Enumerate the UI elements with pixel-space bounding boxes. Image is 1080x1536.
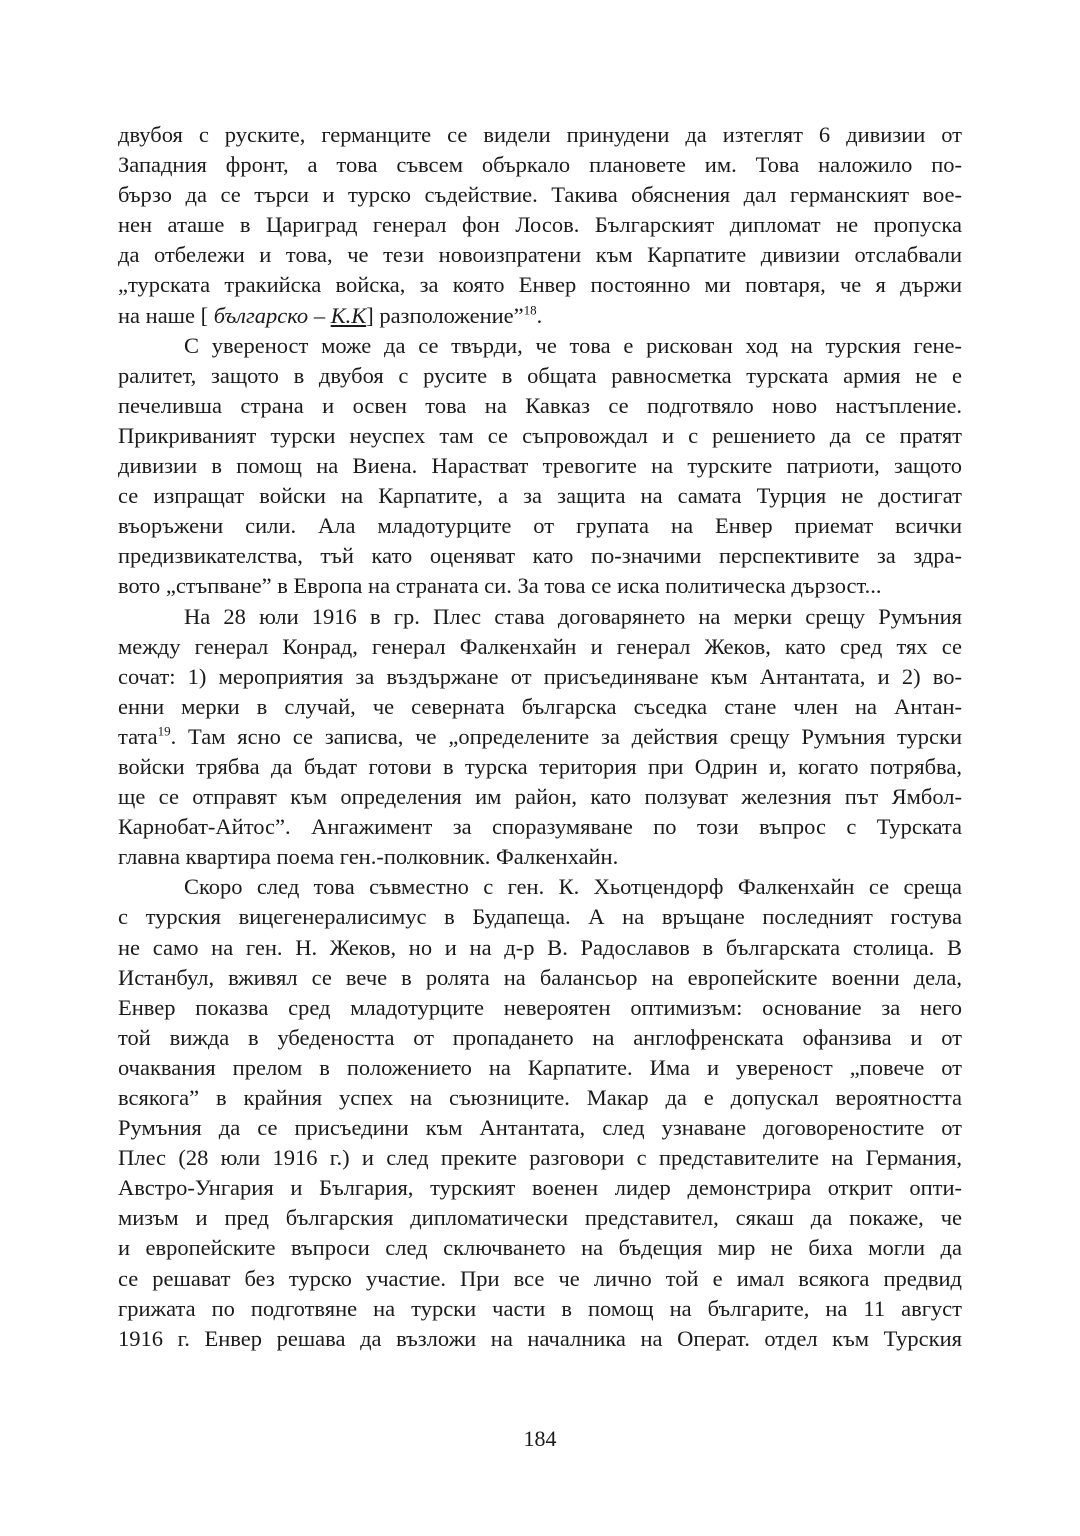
footnote-ref: 18 (523, 302, 537, 318)
text-line: Румъния да се присъедини към Антантата, след узнаване договореностите от (118, 1115, 962, 1141)
text-line: Истанбул, вживял се вече в ролята на балансьор на европейските военни дела, (118, 964, 962, 990)
text-line: печеливша страна и освен това на Кавказ се подготвяло ново настъпление. (118, 392, 962, 418)
text-run: . Там ясно се записва, че „определените за действия срещу Румъния турски (170, 723, 962, 749)
text-line: не само на ген. Н. Жеков, но и на д-р В. Радославов в българската столица. В (118, 934, 962, 960)
paragraph-start-line: На 28 юли 1916 в гр. Плес става договарянето на мерки срещу Румъния (184, 603, 962, 629)
text-run: тата (118, 723, 158, 749)
text-line: главна квартира поема ген.-полковник. Фалкенхайн. (118, 844, 619, 870)
text-line: се изпращат войски на Карпатите, а за защита на самата Турция не достигат (118, 483, 962, 509)
text-line: енни мерки в случай, че северната българска съседка стане член на Антан- (118, 693, 962, 719)
text-line: грижата по подготвяне на турски части в помощ на българите, на 11 август (118, 1295, 962, 1321)
text-line: той вижда в убедеността от пропадането на англофренската офанзива и от (118, 1024, 962, 1050)
text-line: всякога” в крайния успех на съюзниците. Макар да е допускал вероятността (118, 1085, 962, 1110)
text-line: между генерал Конрад, генерал Фалкенхайн и генерал Жеков, като сред тях се (118, 633, 962, 659)
text-line: Плес (28 юли 1916 г.) и след преките разговори с представителите на Германия, (118, 1145, 962, 1171)
text-line: очаквания прелом в положението на Карпатите. Има и увереност „повече от (118, 1054, 962, 1080)
text-run: – (308, 302, 331, 328)
text-line: 1916 г. Енвер решава да възложи на началника на Операт. отдел към Турския (118, 1325, 962, 1351)
text-line: Карнобат-Айтос”. Ангажимент за споразумяване по този въпрос с Турската (118, 814, 962, 840)
text-line: ще се отправят към определения им район, като ползуват железния път Ямбол- (118, 784, 962, 810)
text-line: нен аташе в Цариград генерал фон Лосов. Българският дипломат не пропуска (118, 212, 962, 238)
text-line: предизвикателства, тъй като оценяват като по-значими перспективите за здра- (118, 543, 962, 569)
text-line: „турската тракийска войска, за която Енвер постоянно ми повтаря, че я държи (118, 272, 962, 298)
text-line: се решават без турско участие. При все че лично той е имал всякога предвид (118, 1265, 962, 1291)
text-line: и европейските въпроси след сключването на бъдещия мир не биха могли да (118, 1235, 962, 1261)
text-line: бързо да се търси и турско съдействие. Такива обяснения дал германският вое- (118, 182, 962, 208)
footnote-ref: 19 (157, 723, 171, 739)
body-text (118, 120, 962, 1354)
paragraph-start-line: С увереност може да се твърди, че това е рискован ход на турския гене- (184, 332, 962, 358)
text-line: Западния фронт, а това съвсем объркало плановете им. Това наложило по- (118, 152, 962, 178)
text-run: ] разположение” (366, 302, 524, 328)
text-line: мизъм и пред българския дипломатически представител, сякаш да покаже, че (118, 1205, 962, 1231)
paragraph-start-line: Скоро след това съвместно с ген. К. Хьотцендорф Фалкенхайн се среща (184, 874, 962, 900)
text-line: Прикриваният турски неуспех там се съпровождал и с решението да се пратят (118, 422, 962, 448)
text-line (118, 722, 962, 752)
text-line: с турския вицегенералисимус в Будапеща. А на връщане последният гостува (118, 904, 962, 930)
text-line: дивизии в помощ на Виена. Нарастват тревогите на турските патриоти, защото (118, 453, 962, 479)
text-line: ралитет, защото в двубоя с русите в общата равносметка турската армия не е (118, 362, 962, 388)
author-initials: К.К (330, 302, 367, 328)
text-line: двубоя с руските, германците се видели принудени да изтеглят 6 дивизии от (118, 122, 962, 147)
text-line: войски трябва да бъдат готови в турска територия при Одрин и, когато потрябва, (118, 753, 962, 779)
page-number: 184 (523, 1426, 557, 1451)
text-line: Енвер показва сред младотурците невероятен оптимизъм: основание за него (118, 994, 962, 1020)
text-line: Австро-Унгария и България, турският военен лидер демонстрира открит опти- (118, 1175, 962, 1201)
italic-text: българско (213, 302, 309, 328)
text-line: вото „стъпване” в Европа на страната си. За това се иска политическа дързост... (118, 573, 882, 599)
text-line: сочат: 1) мероприятия за въздържане от присъединяване към Антантата, и 2) во- (118, 663, 962, 689)
text-run: на наше [ (118, 302, 214, 328)
text-run: . (536, 302, 543, 328)
text-line: да отбележи и това, че тези новоизпратени към Карпатите дивизии отслабвали (118, 242, 962, 268)
text-line (118, 301, 962, 331)
text-line: въоръжени сили. Ала младотурците от групата на Енвер приемат всички (118, 513, 962, 539)
